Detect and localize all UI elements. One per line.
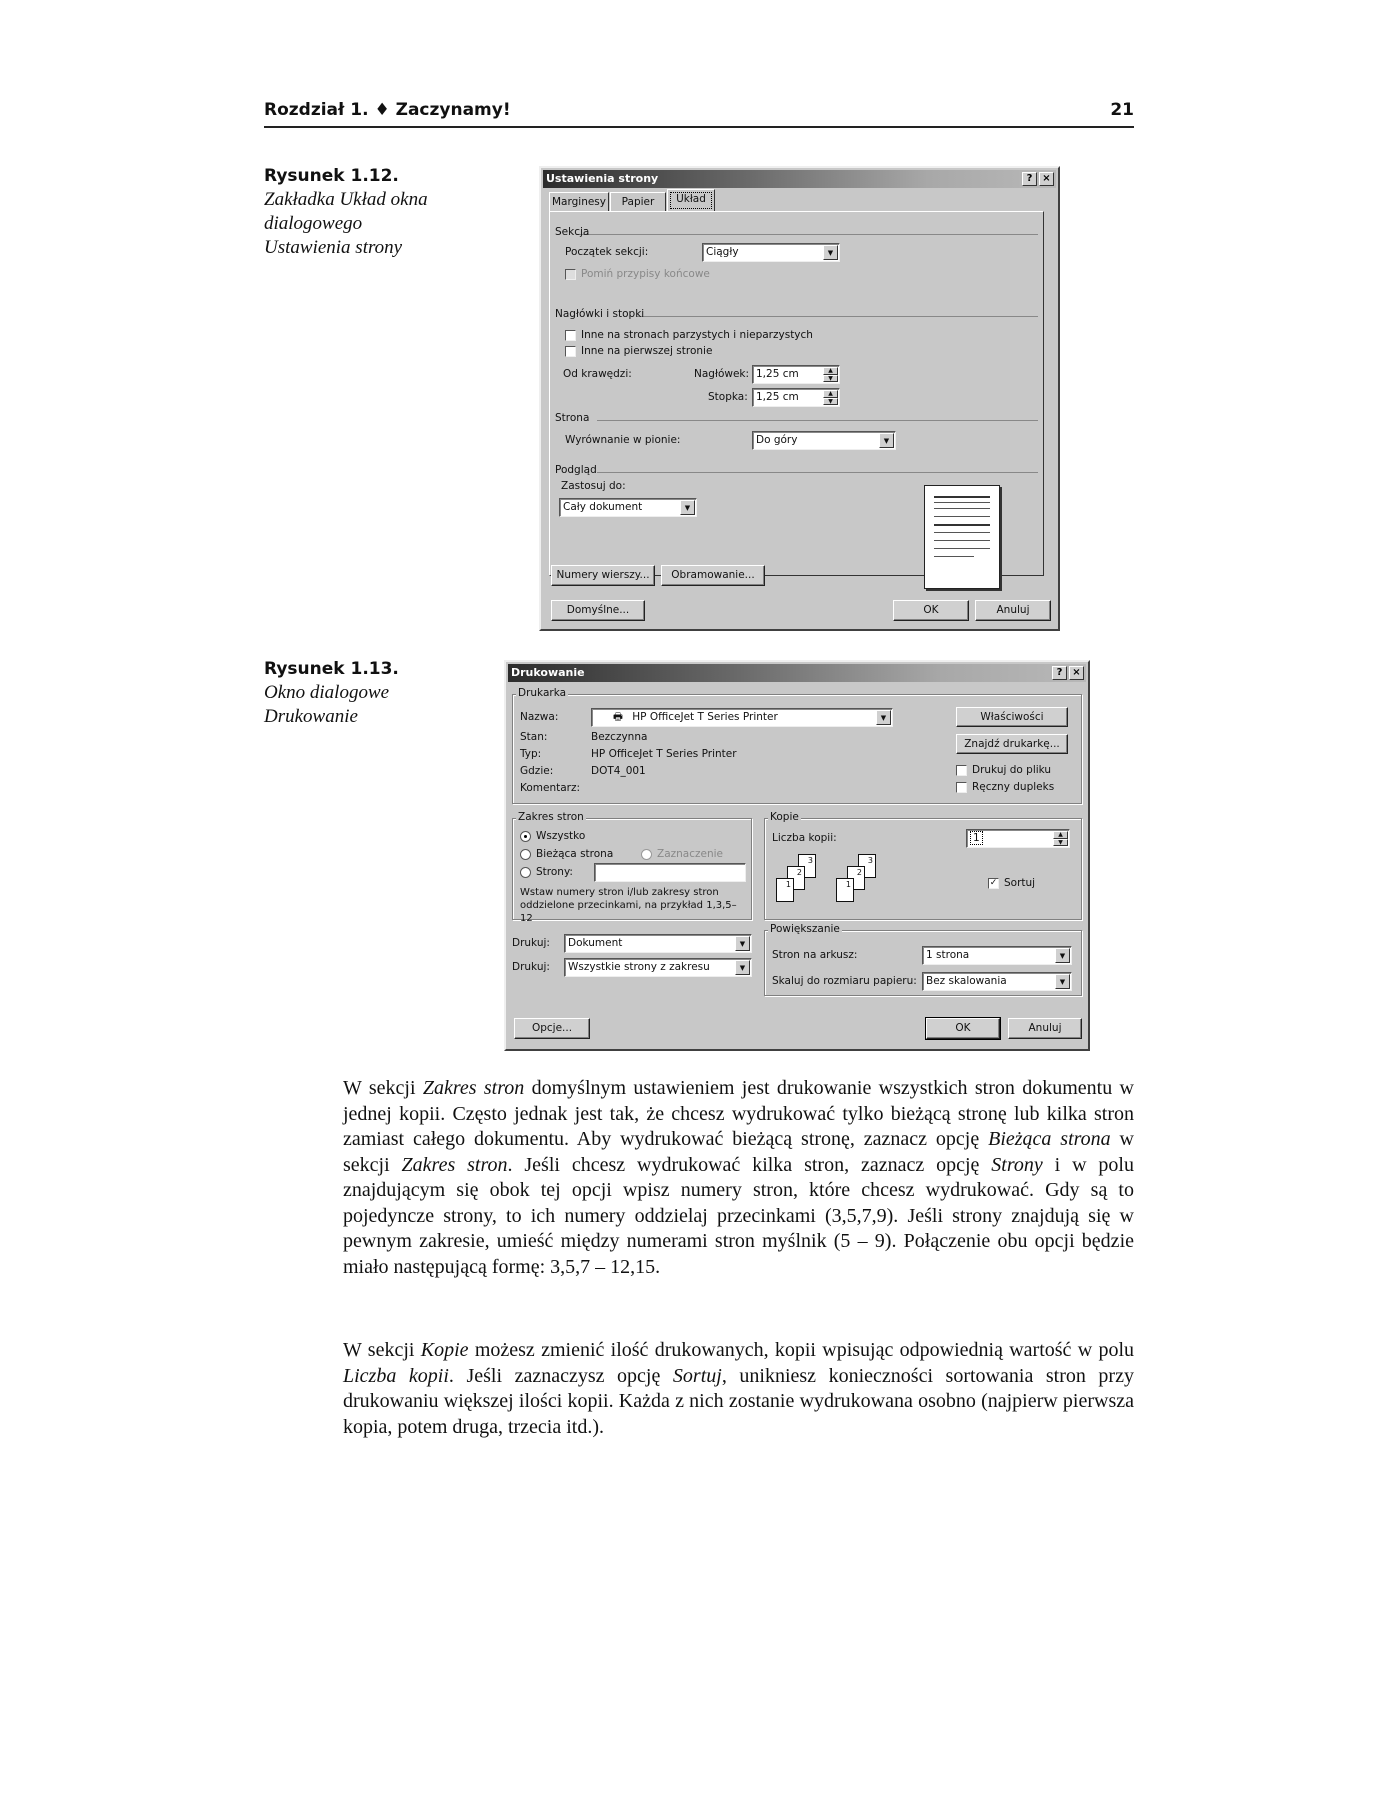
spinner[interactable]: ▲ ▼ xyxy=(1053,831,1068,846)
section-divider xyxy=(577,234,1038,235)
spinner[interactable]: ▲ ▼ xyxy=(823,390,838,405)
where-label: Gdzie: xyxy=(520,765,554,777)
text-run: domyślnym ustawieniem jest drukowanie wszystkich stron dokumentu w jednej kopii. Często jednak jest tak, że chcesz wydrukować tylko bieżącą stronę lub kilka stron zamiast całego dokumentu. Aby wydrukować bieżącą stronę, zaznacz opcję xyxy=(343,1077,1134,1150)
pages-input[interactable] xyxy=(594,863,746,882)
spinner[interactable]: ▲ ▼ xyxy=(823,367,838,382)
close-icon[interactable]: × xyxy=(1039,172,1054,186)
emphasis: Zakres stron xyxy=(422,1077,525,1099)
emphasis: Bieżąca strona xyxy=(988,1128,1111,1150)
scale-label: Skaluj do rozmiaru papieru: xyxy=(772,975,917,987)
print-what-value: Dokument xyxy=(568,937,623,949)
all-pages-label: Wszystko xyxy=(536,830,586,842)
text-run: W sekcji xyxy=(343,1077,423,1099)
page-divider xyxy=(597,420,1038,421)
printer-name-select[interactable] xyxy=(591,708,893,727)
header-distance-input[interactable] xyxy=(752,365,840,384)
apply-to-label: Zastosuj do: xyxy=(561,480,626,492)
cancel-button[interactable]: Anuluj xyxy=(1008,1018,1082,1039)
copies-input[interactable] xyxy=(966,829,1070,848)
emphasis: Strony xyxy=(991,1153,1043,1176)
close-icon[interactable]: × xyxy=(1069,666,1084,680)
print-to-file-label: Drukuj do pliku xyxy=(972,764,1052,776)
current-page-radio[interactable] xyxy=(520,849,531,860)
page-group-label: Strona xyxy=(555,412,590,424)
header-distance-label: Nagłówek: xyxy=(694,368,750,380)
text-run: . Jeśli zaznaczysz opcję xyxy=(448,1364,673,1387)
text-run: . Jeśli chcesz wydrukować kilka stron, zaznacz opcję xyxy=(507,1153,992,1176)
printer-group-label: Drukarka xyxy=(518,687,567,699)
type-label: Typ: xyxy=(520,748,542,760)
print-what-label: Drukuj: xyxy=(512,937,550,949)
footer-distance-value: 1,25 cm xyxy=(756,391,799,403)
selection-radio[interactable] xyxy=(641,849,652,860)
pages-per-sheet-value: 1 strona xyxy=(926,949,970,961)
page-range-group-label: Zakres stron xyxy=(518,811,584,823)
suppress-endnotes-label: Pomiń przypisy końcowe xyxy=(581,268,710,280)
vertical-align-value: Do góry xyxy=(756,434,798,446)
print-to-file-checkbox[interactable] xyxy=(956,765,967,776)
chapter-title: Rozdział 1. ♦ Zaczynamy! xyxy=(264,100,511,120)
odd-even-label: Inne na stronach parzystych i nieparzystych xyxy=(581,329,813,341)
copies-value: 1 xyxy=(970,831,983,845)
first-page-label: Inne na pierwszej stronie xyxy=(581,345,713,357)
chevron-down-icon[interactable]: ▼ xyxy=(1055,948,1070,963)
section-group-label: Sekcja xyxy=(555,226,590,238)
figure-number: Rysunek 1.13. xyxy=(264,659,399,679)
emphasis: Kopie xyxy=(420,1339,469,1361)
pages-radio[interactable] xyxy=(520,867,531,878)
current-page-label: Bieżąca strona xyxy=(536,848,614,860)
headers-group-label: Nagłówki i stopki xyxy=(555,308,645,320)
figure-description: Okno dialogowe Drukowanie xyxy=(264,682,390,727)
text-run: , unikniesz konieczności sortowania stron przy drukowaniu większej ilości kopii. Każda z nich zostanie wydrukowana osobno (najpierw pierwsza kopia, potem druga, trzecia itd.). xyxy=(343,1364,1134,1438)
section-start-label: Początek sekcji: xyxy=(565,246,649,258)
help-icon[interactable]: ? xyxy=(1052,666,1067,680)
running-header xyxy=(264,98,1134,128)
chevron-down-icon[interactable]: ▼ xyxy=(1055,974,1070,989)
text-run: możesz zmienić ilość drukowanych, kopii wpisując odpowiednią wartość w polu xyxy=(468,1339,1134,1361)
printer-name-label: Nazwa: xyxy=(520,711,559,723)
line-numbers-button[interactable]: Numery wierszy... xyxy=(551,565,655,586)
dialog-title: Ustawienia strony xyxy=(546,172,659,185)
print-what-select[interactable] xyxy=(564,934,752,953)
status-value: Bezczynna xyxy=(591,731,648,743)
borders-button[interactable]: Obramowanie... xyxy=(661,565,765,586)
first-page-checkbox[interactable] xyxy=(565,346,576,357)
footer-distance-label: Stopka: xyxy=(708,391,748,403)
vertical-align-select[interactable] xyxy=(752,431,896,450)
preview-divider xyxy=(597,472,1038,473)
page-setup-dialog xyxy=(539,166,1060,631)
all-pages-radio[interactable] xyxy=(520,831,531,842)
copies-label: Liczba kopii: xyxy=(772,832,837,844)
emphasis: Liczba kopii xyxy=(343,1364,449,1387)
collate-label: Sortuj xyxy=(1004,877,1036,889)
collate-icon: 3 2 1 xyxy=(776,854,836,910)
chevron-down-icon[interactable]: ▼ xyxy=(735,960,750,975)
figure-number: Rysunek 1.12. xyxy=(264,166,399,186)
header-distance-value: 1,25 cm xyxy=(756,368,799,380)
chevron-down-icon[interactable]: ▼ xyxy=(879,433,894,448)
type-value: HP OfficeJet T Series Printer xyxy=(591,748,737,760)
print-value: Wszystkie strony z zakresu xyxy=(568,961,710,973)
chevron-down-icon[interactable]: ▼ xyxy=(876,710,891,725)
print-dialog xyxy=(504,660,1090,1051)
dialog-title: Drukowanie xyxy=(511,666,585,679)
default-button[interactable]: Domyślne... xyxy=(551,600,645,621)
copies-group-label: Kopie xyxy=(770,811,799,823)
vertical-align-label: Wyrównanie w pionie: xyxy=(565,434,681,446)
scale-value: Bez skalowania xyxy=(926,975,1007,987)
section-start-value: Ciągły xyxy=(706,246,739,258)
chevron-down-icon[interactable]: ▼ xyxy=(823,245,838,260)
print-label: Drukuj: xyxy=(512,961,550,973)
pages-per-sheet-select[interactable] xyxy=(922,946,1072,965)
page-number: 21 xyxy=(1110,100,1134,120)
collate-icon: 3 2 1 xyxy=(836,854,896,910)
emphasis: Zakres stron xyxy=(401,1153,508,1176)
dialog-titlebar xyxy=(543,170,1056,188)
emphasis: Sortuj xyxy=(672,1364,722,1387)
collate-checkbox[interactable]: ✓ xyxy=(989,878,998,888)
paragraph-page-range xyxy=(343,1076,1134,1280)
figure-caption-1 xyxy=(264,164,444,260)
chevron-down-icon[interactable]: ▼ xyxy=(735,936,750,951)
print-select[interactable] xyxy=(564,958,752,977)
headers-divider xyxy=(637,316,1038,317)
section-start-select[interactable] xyxy=(702,243,840,262)
page-preview-icon xyxy=(924,485,1000,589)
ok-button[interactable]: OK xyxy=(926,1018,1000,1039)
find-printer-button[interactable]: Znajdź drukarkę... xyxy=(956,734,1068,754)
suppress-endnotes-checkbox[interactable] xyxy=(565,269,576,280)
scale-select[interactable] xyxy=(922,972,1072,991)
status-label: Stan: xyxy=(520,731,548,743)
range-hint: Wstaw numery stron i/lub zakresy stron oddzielone przecinkami, na przykład 1,3,5–12 xyxy=(520,887,737,924)
text-run: w sekcji xyxy=(343,1128,1134,1176)
comment-label: Komentarz: xyxy=(520,782,581,794)
tab-layout[interactable]: Układ xyxy=(667,189,715,212)
printer-icon: 🖶 xyxy=(613,711,623,723)
help-icon[interactable]: ? xyxy=(1022,172,1037,186)
from-edge-label: Od krawędzi: xyxy=(563,368,632,380)
selection-label: Zaznaczenie xyxy=(657,848,724,860)
text-run: i w polu znajdującym się obok tej opcji wpisz numery stron, które chcesz wydrukować. Gdy są to pojedyncze strony, to ich numery oddzielaj przecinkami (3,5,7,9). Jeśli strony znajdują się w pewnym zakresie, umieść między numerami stron myślnik (5 – 9). Połączenie obu opcji będzie miało następującą formę: 3,5,7 – 12,15. xyxy=(343,1153,1134,1278)
text-run: W sekcji xyxy=(343,1339,421,1361)
apply-to-select[interactable] xyxy=(559,498,697,517)
manual-duplex-label: Ręczny dupleks xyxy=(972,781,1055,793)
options-button[interactable]: Opcje... xyxy=(514,1018,590,1039)
where-value: DOT4_001 xyxy=(591,765,646,777)
apply-to-value: Cały dokument xyxy=(563,501,643,513)
tab-paper[interactable]: Papier xyxy=(610,192,666,212)
odd-even-checkbox[interactable] xyxy=(565,330,576,341)
zoom-group-label: Powiększanie xyxy=(770,923,840,935)
manual-duplex-checkbox[interactable] xyxy=(956,782,967,793)
figure-caption-2 xyxy=(264,657,444,729)
chevron-down-icon[interactable]: ▼ xyxy=(680,500,695,515)
printer-name-value: HP OfficeJet T Series Printer xyxy=(632,711,778,723)
pages-per-sheet-label: Stron na arkusz: xyxy=(772,949,858,961)
footer-distance-input[interactable] xyxy=(752,388,840,407)
tab-margins[interactable]: Marginesy xyxy=(549,192,609,212)
cancel-button[interactable]: Anuluj xyxy=(975,600,1051,621)
figure-description: Zakładka Układ okna dialogowego Ustawienia strony xyxy=(264,189,428,258)
ok-button[interactable]: OK xyxy=(893,600,969,621)
dialog-titlebar xyxy=(508,664,1086,682)
properties-button[interactable]: Właściwości xyxy=(956,707,1068,727)
paragraph-copies xyxy=(343,1338,1134,1440)
pages-label: Strony: xyxy=(536,866,573,878)
preview-group-label: Podgląd xyxy=(555,464,597,476)
